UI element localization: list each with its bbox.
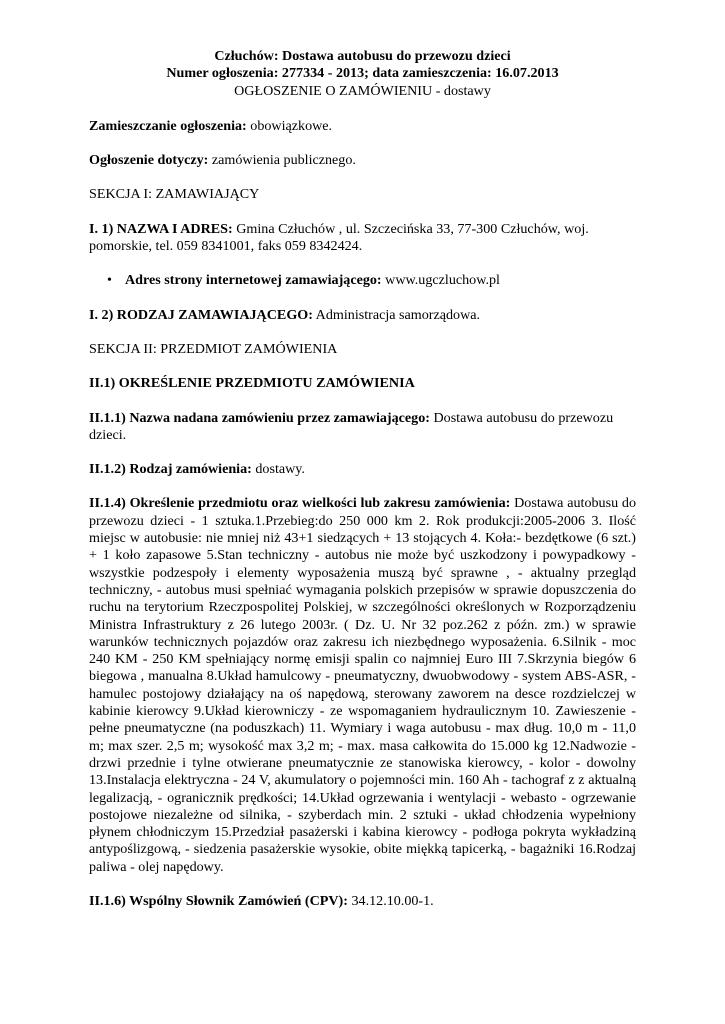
- contract-type-value: dostawy.: [251, 461, 305, 478]
- contract-type: [89, 461, 636, 478]
- publication-mode-label: Zamieszczanie ogłoszenia:: [89, 117, 247, 134]
- document-header: [89, 48, 636, 100]
- section-2-title: SEKCJA II: PRZEDMIOT ZAMÓWIENIA: [89, 340, 338, 357]
- name-and-address-value: Gmina Człuchów , ul. Szczecińska 33, 77-300 Człuchów, woj. pomorskie, tel. 059 8341001, faks 059 8342424.: [89, 220, 589, 255]
- notice-title: Człuchów: Dostawa autobusu do przewozu dzieci: [214, 48, 511, 64]
- list-item: [89, 272, 636, 289]
- bullet-icon: •: [107, 272, 112, 289]
- contract-name-value: Dostawa autobusu do przewozu dzieci.: [89, 409, 614, 443]
- website-list: [89, 272, 636, 289]
- subject-scope-label: II.1.4) Określenie przedmiotu oraz wielkości lub zakresu zamówienia:: [89, 495, 511, 512]
- website-link[interactable]: www.ugczluchow.pl: [381, 272, 500, 289]
- cpv-code-value: 34.12.10.00-1.: [347, 892, 434, 909]
- contract-name-label: II.1.1) Nazwa nadana zamówieniu przez zamawiającego:: [89, 409, 430, 426]
- contract-name: [89, 410, 636, 445]
- notice-concerns: [89, 152, 636, 169]
- cpv-code: [89, 893, 636, 910]
- subject-scope-value: Dostawa autobusu do przewozu dzieci - 1 sztuka.1.Przebieg:do 250 000 km 2. Rok produkcji:2005-2006 3. Ilość miejsc w autobusie: nie mniej niż 43+1 siedzących + 13 stojących 4. Koła:- bezdętkowe (6 szt.) + 1 koło zapasowe 5.Stan techniczny - autobus nie może być uszkodzony i powypadkowy - wszystkie podzespoły i elementy wyposażenia muszą być sprawne , - aktualny przegląd techniczny, - autobus musi spełniać wymagania polskich przepisów w sprawie dopuszczenia do ruchu na terytorium Rzeczpospolitej Polskiej, w szczególności określonych w Rozporządzeniu Ministra Infrastruktury z 26 lutego 2003r. ( Dz. U. Nr 32 poz.262 z późn. zm.) w sprawie warunków technicznych pojazdów oraz zakresu ich niezbędnego wyposażenia. 6.Silnik - moc 240 KM - 250 KM spełniający normę emisji spalin co najmniej Euro III 7.Skrzynia biegów 6 biegowa , manualna 8.Układ hamulcowy - pneumatyczny, dwuobwodowy - system ABS-ASR, - hamulec postojowy działający na oś napędową, sterowany zaworem na desce rozdzielczej w kabinie kierowcy 9.Układ kierowniczy - ze wspomaganiem hydraulicznym 10. Zawieszenie - pełne pneumatyczne (na poduszkach) 11. Wymiary i waga autobusu - max dług. 10,0 m - 11,0 m; max szer. 2,5 m; wysokość max 3,2 m; - max. masa całkowita do 15.000 kg 12.Nadwozie - drzwi przednie i tylne otwierane pneumatycznie ze stanowiska kierowcy, - kolor - dowolny 13.Instalacja elektryczna - 24 V, akumulatory o pojemności min. 160 Ah - tachograf z z aktualną legalizacją, - ogranicznik prędkości; 14.Układ ogrzewania i wentylacji - webasto - ogrzewanie postojowe niezależne od silnika, - szyberdach min. 2 sztuki - układ chłodzenia wypełniony płynem chłodniczym 15.Przedział pasażerski i kabina kierowcy - podłoga pokryta wykładziną antypoślizgową, - siedzenia pasażerskie wysokie, obite miękką tapicerką, - bagażniki 16.Rodzaj paliwa - olej napędowy.: [89, 495, 636, 875]
- website-label: Adres strony internetowej zamawiającego:: [125, 272, 382, 289]
- notice-type: OGŁOSZENIE O ZAMÓWIENIU - dostawy: [234, 82, 491, 99]
- cpv-code-label: II.1.6) Wspólny Słownik Zamówień (CPV):: [89, 892, 348, 909]
- notice-concerns-label: Ogłoszenie dotyczy:: [89, 152, 209, 169]
- publication-mode: [89, 118, 636, 135]
- subject-definition-heading: II.1) OKREŚLENIE PRZEDMIOTU ZAMÓWIENIA: [89, 375, 415, 392]
- buyer-type: [89, 307, 636, 324]
- notice-concerns-value: zamówienia publicznego.: [208, 152, 356, 169]
- section-1-title: SEKCJA I: ZAMAWIAJĄCY: [89, 186, 260, 203]
- buyer-type-label: I. 2) RODZAJ ZAMAWIAJĄCEGO:: [89, 306, 313, 323]
- name-and-address-label: I. 1) NAZWA I ADRES:: [89, 220, 233, 237]
- notice-number: Numer ogłoszenia: 277334 - 2013; data zamieszczenia: 16.07.2013: [166, 65, 559, 82]
- buyer-type-value: Administracja samorządowa.: [312, 306, 481, 323]
- name-and-address: [89, 221, 636, 256]
- publication-mode-value: obowiązkowe.: [246, 117, 333, 134]
- contract-type-label: II.1.2) Rodzaj zamówienia:: [89, 461, 252, 478]
- subject-scope: [89, 495, 636, 876]
